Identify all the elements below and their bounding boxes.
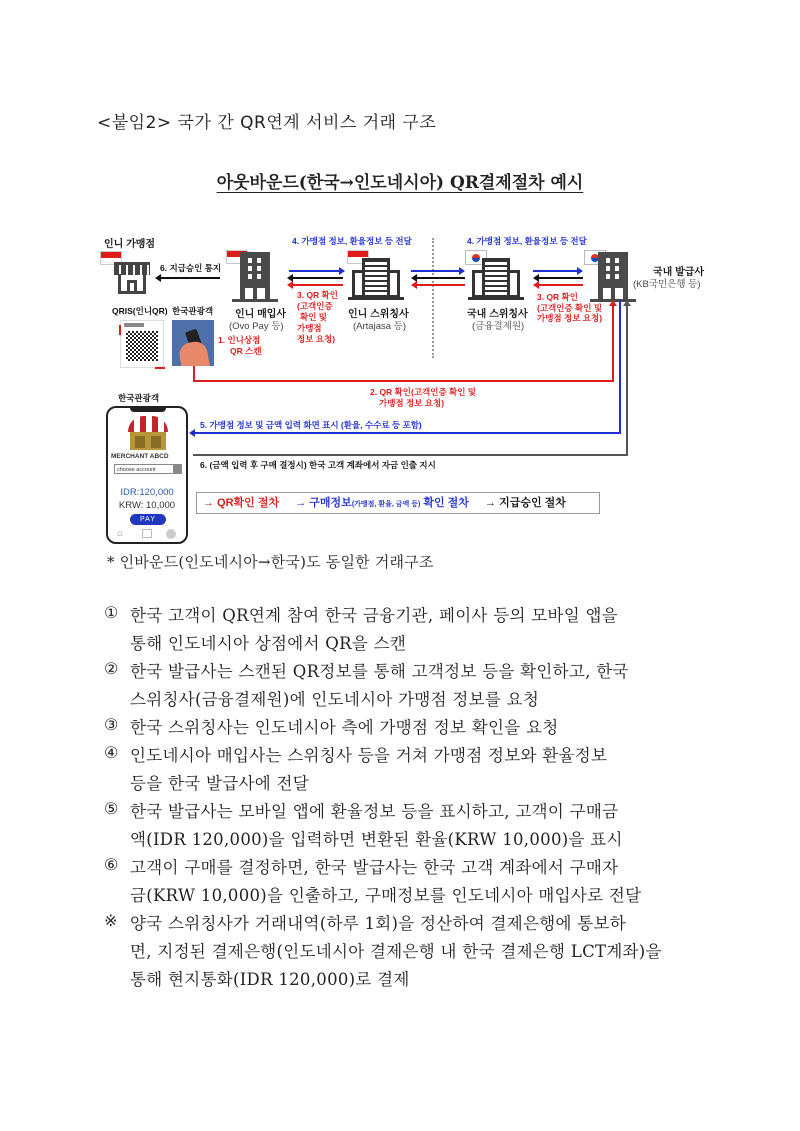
kr-issuer-label: 국내 발급사 — [653, 267, 705, 278]
list-item: 고객이 구매를 결정하면, 한국 발급사는 한국 고객 계좌에서 구매자 — [130, 858, 619, 877]
step4-arrow-right — [533, 270, 577, 272]
list-item: 인도네시아 매입사는 스위칭사 등을 거쳐 가맹점 정보와 환율정보 — [130, 746, 608, 765]
step6-arrow-mid — [417, 277, 465, 279]
arrow-left-icon — [533, 281, 539, 289]
attachment-title: <붙임2> 국가 간 QR연계 서비스 거래 구조 — [97, 113, 437, 133]
step3-left-label: 3. QR 확인 (고객인증 확인 및 가맹점 정보 요청) — [297, 290, 338, 344]
step2-label: 2. QR 확인(고객인증 확인 및 가맹점 정보 요청) — [370, 387, 477, 408]
arrow-left-icon — [189, 429, 195, 437]
step3-arrow-right — [539, 284, 583, 286]
list-item: 스위칭사(금융결제원)에 인도네시아 가맹점 정보를 요청 — [130, 690, 540, 709]
merchant-name: MERCHANT ABCD — [111, 453, 169, 460]
indo-merchant-label: 인니 가맹점 — [104, 239, 156, 250]
account-select[interactable]: choose account — [114, 464, 182, 474]
arrow-left-icon — [411, 281, 417, 289]
step1-label: 1. 인니상점 QR 스캔 — [218, 335, 262, 356]
step5-line-horizontal — [195, 432, 621, 434]
arrow-right-icon — [339, 267, 345, 275]
list-item: 금(KRW 10,000)을 인출하고, 구매정보를 인도네시아 매입사로 전달 — [130, 886, 642, 905]
phone-mockup — [106, 406, 188, 544]
list-item: 통해 인도네시아 상점에서 QR을 스캔 — [130, 634, 407, 653]
indo-switch-label: 인니 스위칭사 — [348, 309, 409, 320]
list-item: 액(IDR 120,000)을 입력하면 변환된 환율(KRW 10,000)을 표시 — [130, 830, 623, 849]
list-item: 한국 스위칭사는 인도네시아 측에 가맹점 정보 확인을 요청 — [130, 718, 559, 737]
step6-arrow-right — [539, 277, 583, 279]
tourist-label-phone: 한국관광객 — [118, 393, 160, 403]
home-icon[interactable]: ⌂ — [117, 529, 123, 539]
legend-payment-approval: → 지급승인 절차 — [485, 497, 566, 509]
profile-icon[interactable] — [166, 529, 176, 539]
diagram-title — [0, 168, 800, 193]
pay-button[interactable]: PAY — [130, 514, 166, 525]
step4-left-label: 4. 가맹점 정보, 환율정보 등 전달 — [292, 236, 412, 246]
arrow-left-icon — [155, 274, 161, 282]
list-item: 면, 지정된 결제은행(인도네시아 결제은행 내 한국 결제은행 LCT계좌)을 — [130, 942, 662, 961]
step5-line-down — [619, 300, 621, 434]
step3-right-label: 3. QR 확인 (고객인증 확인 및 가맹점 정보 요청) — [537, 292, 603, 323]
idr-amount: IDR:120,000 — [120, 487, 174, 498]
indo-switch-building-icon — [362, 258, 390, 298]
item-marker: ④ — [104, 743, 119, 762]
arrow-right-icon — [459, 267, 465, 275]
step2-line-horizontal — [193, 380, 613, 382]
list-item: 한국 고객이 QR연계 참여 한국 금융기관, 페이사 등의 모바일 앱을 — [130, 606, 618, 625]
inbound-note: * 인바운드(인도네시아→한국)도 동일한 거래구조 — [107, 553, 434, 571]
kr-switch-sub: (금융결제원) — [472, 321, 525, 332]
item-marker: ⑥ — [104, 855, 119, 874]
step6-bottom-label: 6. (금액 입력 후 구매 결정시) 한국 고객 계좌에서 자금 인출 지시 — [200, 460, 436, 470]
arrow-right-icon — [577, 267, 583, 275]
step6-line-down — [626, 306, 628, 456]
step4-right-label: 4. 가맹점 정보, 환율정보 등 전달 — [467, 236, 587, 246]
acquirer-building-icon — [240, 252, 270, 300]
arrow-up-icon — [623, 300, 631, 306]
step4-arrow-mid — [411, 270, 459, 272]
list-item: 통해 현지통화(IDR 120,000)로 결제 — [130, 970, 410, 989]
item-marker: ① — [104, 603, 119, 622]
indo-switch-sub: (Artajasa 등) — [353, 321, 406, 332]
list-item: 한국 발급사는 모바일 앱에 환율정보 등을 표시하고, 고객이 구매금 — [130, 802, 619, 821]
legend-qr-check: → QR확인 절차 — [203, 497, 280, 509]
tourist-label-top: 한국관광객 — [172, 306, 214, 316]
item-marker: ③ — [104, 715, 119, 734]
kr-switch-label: 국내 스위칭사 — [467, 309, 528, 320]
krw-amount: KRW: 10,000 — [118, 500, 176, 511]
item-marker: ② — [104, 659, 119, 678]
step6-arrow — [160, 277, 220, 279]
list-item: 한국 발급사는 스캔된 QR정보를 통해 고객정보 등을 확인하고, 한국 — [130, 662, 629, 681]
step6-arrow-left — [293, 277, 343, 279]
list-item: 등을 한국 발급사에 전달 — [130, 774, 310, 793]
process-legend — [196, 492, 600, 514]
step2-line-down — [193, 366, 195, 381]
kr-issuer-sub: (KB국민은행 등) — [633, 279, 701, 290]
issuer-building-icon — [598, 252, 628, 300]
step2-line-up — [612, 306, 614, 382]
kr-switch-building-icon — [482, 258, 510, 298]
step3-arrow-mid — [417, 284, 465, 286]
legend-purchase-info: → 구매정보(가맹점, 환율, 금액 등) 확인 절차 — [295, 497, 469, 509]
list-item: 양국 스위칭사가 거래내역(하루 1회)을 정산하여 결제은행에 통보하 — [130, 914, 626, 933]
country-border-divider — [432, 238, 434, 358]
step3-arrow-left — [293, 284, 343, 286]
step6-top-label: 6. 지급승인 통지 — [160, 263, 222, 273]
item-marker: ※ — [104, 911, 118, 930]
indo-acquirer-sub: (Ovo Pay 등) — [229, 321, 284, 332]
dropdown-icon — [173, 465, 181, 473]
tourist-scanning-qr-image — [172, 320, 214, 366]
merchant-awning-icon — [128, 416, 168, 432]
merchant-store-icon — [130, 432, 166, 450]
arrow-up-icon — [609, 300, 617, 306]
qris-label: QRIS(인니QR) — [112, 306, 168, 316]
step6-line-horizontal — [193, 454, 628, 456]
qr-code-icon — [120, 320, 164, 368]
step4-arrow-left — [289, 270, 339, 272]
card-icon[interactable] — [142, 529, 152, 538]
diagram-title-text: 아웃바운드(한국→인도네시아) QR결제절차 예시 — [216, 173, 584, 193]
arrow-left-icon — [287, 281, 293, 289]
indo-acquirer-label: 인니 매입사 — [235, 309, 287, 320]
item-marker: ⑤ — [104, 799, 119, 818]
step5-label: 5. 가맹점 정보 및 금액 입력 화면 표시 (환율, 수수료 등 포함) — [200, 420, 422, 430]
